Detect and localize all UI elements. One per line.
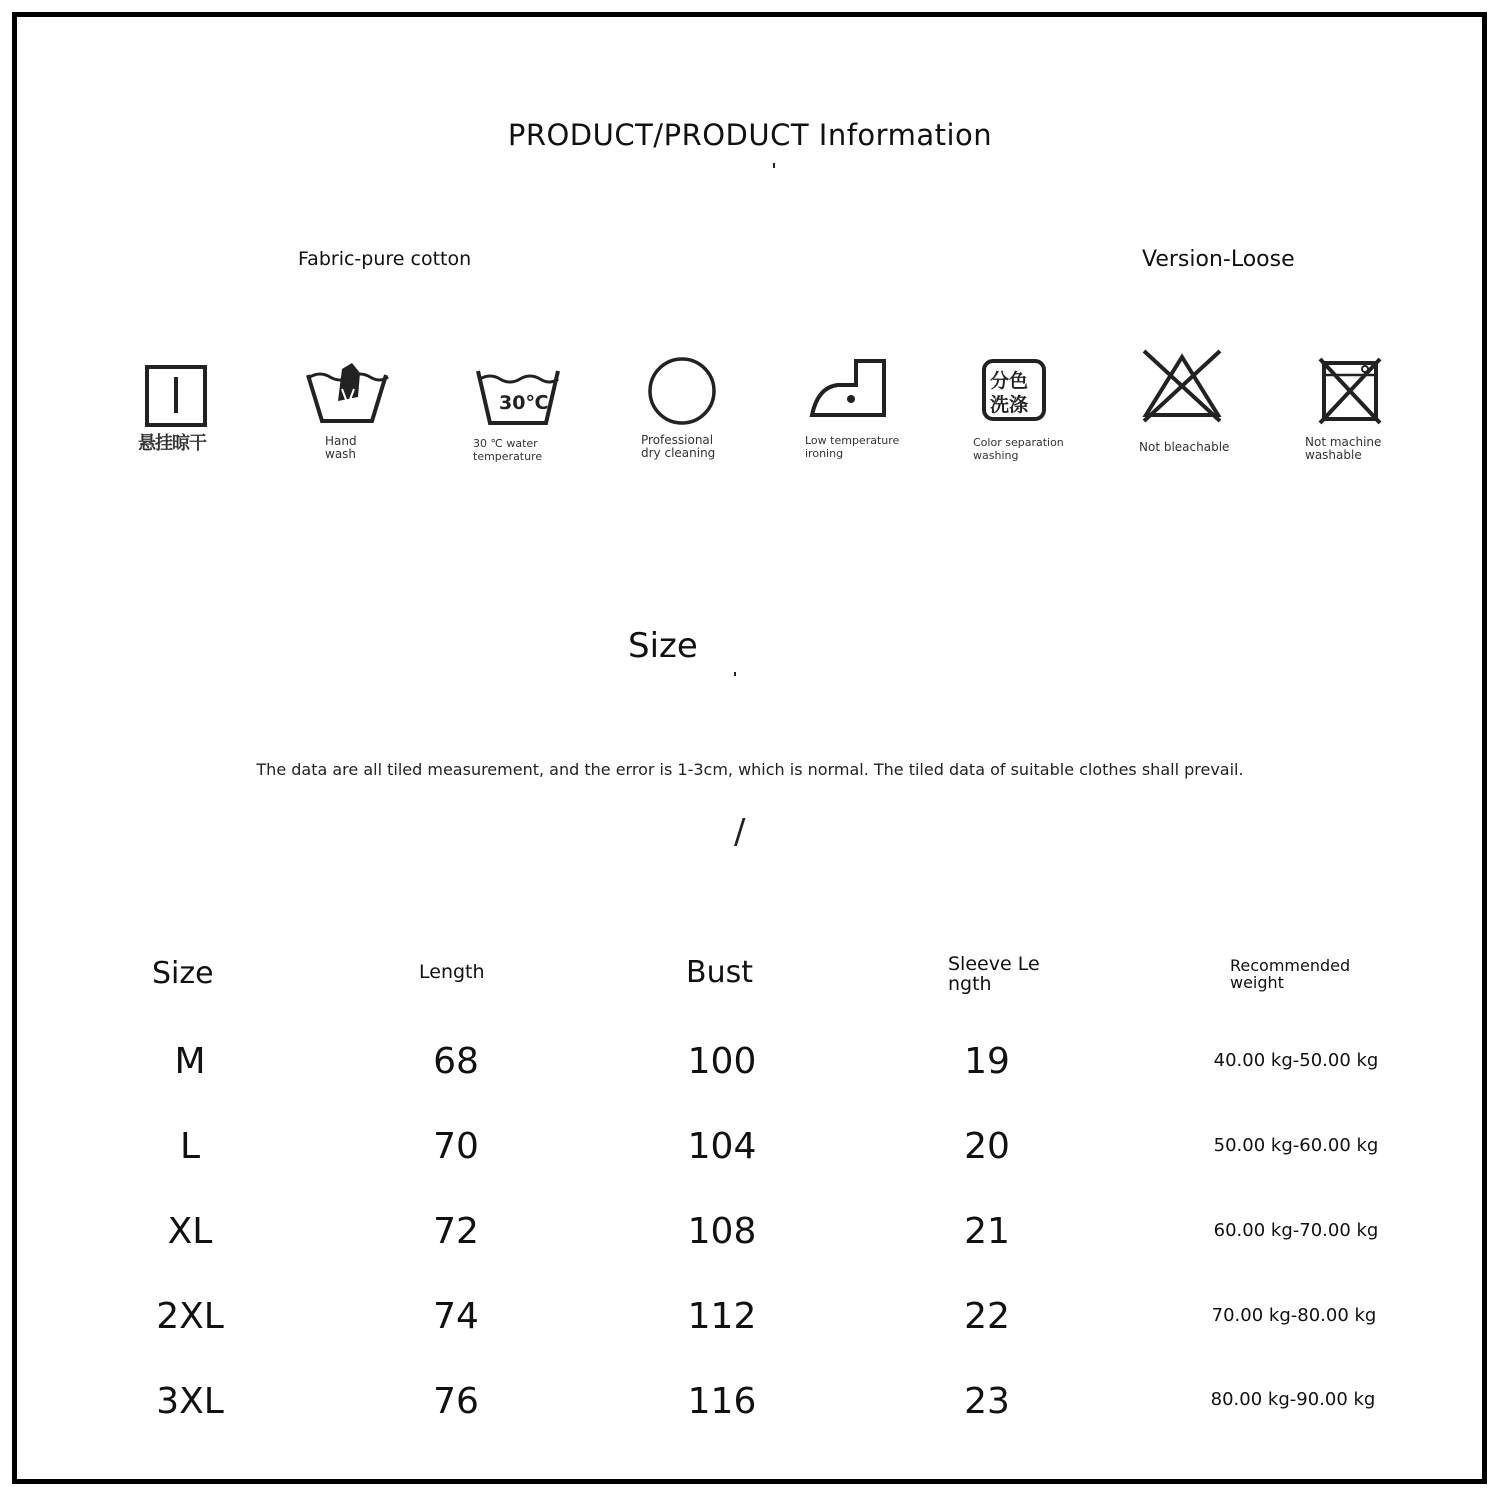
page-title: PRODUCT/PRODUCT Information [507,118,993,152]
cell-weight: 40.00 kg-50.00 kg [1213,1050,1379,1071]
header-length: Length [419,961,485,983]
cell-bust: 100 [687,1041,757,1082]
no-bleach-icon [1136,345,1266,445]
header-recommended-weight: Recommended weight [1230,956,1351,992]
color-separation-badge-top: 分色 [990,370,1029,392]
cell-length: 74 [433,1296,479,1337]
cell-sleeve: 23 [964,1381,1010,1422]
cell-length: 68 [433,1041,479,1082]
wash-30-badge: 30℃ [499,392,549,414]
header-bust: Bust [686,955,753,990]
care-label: Hand wash [325,434,357,461]
cell-weight: 60.00 kg-70.00 kg [1213,1220,1379,1241]
care-label: Low temperature ironing [805,434,900,460]
cell-size: XL [167,1211,213,1252]
care-label: Not bleachable [1139,440,1230,454]
care-item-color-separation [970,345,1100,470]
cell-size: L [179,1126,201,1167]
cell-size: 3XL [156,1381,224,1422]
wash-30-icon [468,345,598,445]
care-item-iron-low [804,345,934,470]
measurement-note: The data are all tiled measurement, and the error is 1-3cm, which is normal. The tiled data of suitable clothes shall prevail. [256,760,1244,779]
cell-size: M [174,1041,206,1082]
hang-dry-icon [130,345,260,445]
no-machine-wash-icon [1302,345,1432,445]
color-separation-icon [970,345,1100,445]
care-label: 悬挂晾干 [138,433,206,454]
care-item-hang-dry [130,345,260,470]
size-heading: Size [628,626,698,666]
cell-sleeve: 21 [964,1211,1010,1252]
cell-bust: 116 [687,1381,757,1422]
page-frame [12,12,1487,1484]
cell-weight: 50.00 kg-60.00 kg [1213,1135,1379,1156]
cell-size: 2XL [156,1296,224,1337]
cell-bust: 112 [687,1296,757,1337]
care-item-hand-wash [300,345,430,470]
title-tick [773,163,775,168]
care-item-no-machine-wash [1302,345,1432,470]
slash-divider: / [734,812,746,852]
version-label: Version-Loose [1142,247,1295,272]
cell-weight: 70.00 kg-80.00 kg [1211,1305,1377,1326]
cell-sleeve: 19 [964,1041,1010,1082]
cell-bust: 108 [687,1211,757,1252]
hand-wash-icon [300,345,430,445]
care-label: 30 ℃ water temperature [473,437,543,463]
care-label: Color separation washing [973,436,1064,462]
cell-length: 70 [433,1126,479,1167]
dry-clean-icon [636,345,766,445]
color-separation-badge-bottom: 洗涤 [990,394,1029,416]
cell-weight: 80.00 kg-90.00 kg [1210,1389,1376,1410]
cell-length: 72 [433,1211,479,1252]
iron-low-icon [804,345,934,445]
cell-sleeve: 22 [964,1296,1010,1337]
fabric-label: Fabric-pure cotton [298,248,472,270]
care-label: Professional dry cleaning [641,433,716,460]
size-tick [734,672,736,676]
cell-length: 76 [433,1381,479,1422]
header-size: Size [152,956,214,991]
header-sleeve-length: Sleeve Le ngth [948,953,1040,995]
care-label: Not machine washable [1305,435,1382,462]
care-item-dry-clean [636,345,766,470]
cell-sleeve: 20 [964,1126,1010,1167]
care-item-wash-30 [468,345,598,470]
cell-bust: 104 [687,1126,757,1167]
care-item-no-bleach [1136,345,1266,470]
